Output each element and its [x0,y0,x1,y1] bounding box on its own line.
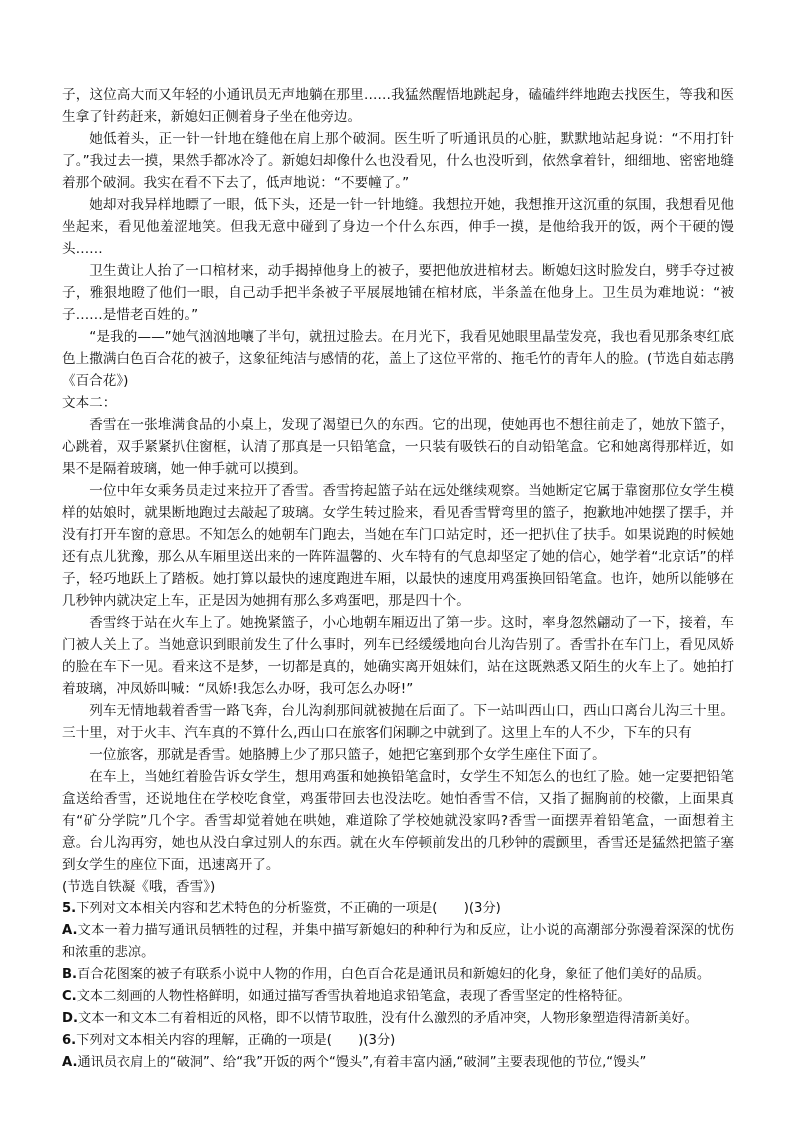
paragraph-5: “是我的——”她气汹汹地嚷了半句，就扭过脸去。在月光下，我看见她眼里晶莹发亮，我也看见那条枣红底色上撒满白色百合花的被子，这象征纯洁与感情的花，盖上了这位平常的、拖毛竹的青年人的脸。(节选自茹志鹃《百合花》) [62,329,734,389]
document-page [62,84,734,1074]
question-number: 6. [62,1033,77,1048]
section-heading-text-two: 文本二： [62,395,117,411]
paragraph-12: 在车上，当她红着脸告诉女学生，想用鸡蛋和她换铅笔盒时，女学生不知怎么的也红了脸。她一定要把铅笔盒送给香雪，还说地住在学校吃食堂，鸡蛋带回去也没法吃。她怕香雪不信，又指了掘胸前的校徽，上面果真有“矿分学院”几个字。香雪却觉着她在哄她，难道除了学校她就没家吗?香雪一面摆弄着铅笔盒，一面想着主意。台儿沟再穷，她也从没白拿过别人的东西。就在火车停顿前发出的几秒钟的震颤里，香雪还是猛然把篮子塞到女学生的座位下面，迅速离开了。 [62,769,734,873]
paragraph-7: 香雪在一张堆满食品的小桌上，发现了渴望已久的东西。它的出现，使她再也不想往前走了，她放下篮子，心跳着，双手紧紧扒住窗框，认清了那真是一只铅笔盒，一只装有吸铁石的自动铅笔盒。它和她离得那样近，如果不是隔着玻璃，她一伸手就可以摸到。 [62,417,734,477]
option-text: 文本一着力描写通讯员牺牲的过程，并集中描写新媳妇的种种行为和反应，让小说的高潮部分弥漫着深深的忧伤和浓重的悲凉。 [62,923,734,960]
option-letter: A. [62,1055,78,1070]
paragraph-4: 卫生黄让人抬了一口棺材来，动手揭掉他身上的被子，要把他放进棺材去。断媳妇这时脸发白，劈手夺过被子，雅狠地瞪了他们一眼，自己动手把半条被子平展展地铺在棺材底，半条盖在他身上。卫生员为难地说：“被子……是惜老百姓的。” [62,263,734,323]
paragraph-1: 子，这位高大而又年轻的小通讯员无声地躺在那里……我猛然醒悟地跳起身，磕磕绊绊地跑去找医生，等我和医生拿了针药赶来，新媳妇正侧着身子坐在他旁边。 [62,87,734,125]
option-text: 文本一和文本二有着相近的风格，即不以情节取胜，没有什么激烈的矛盾冲突，人物形象塑造得清新美好。 [77,1011,698,1026]
question-5-option-a [62,920,734,964]
option-letter: A. [62,923,78,938]
option-text: 通讯员衣肩上的“破洞”、给“我”开饭的两个“馒头”,有着丰富内涵,“破洞”主要表现他的节位,“馒头” [77,1055,647,1070]
option-letter: B. [62,967,78,982]
option-text: 文本二刻画的人物性格鲜明，如通过描写香雪执着地追求铅笔盒，表现了香雪坚定的性格特征。 [76,989,631,1004]
question-6-option-a [62,1052,734,1074]
option-letter: C. [62,989,77,1004]
paragraph-8: 一位中年女乘务员走过来拉开了香雪。香雪挎起篮子站在远处继续观察。当她断定它属于靠窗那位女学生模样的姑娘时，就果断地跑过去敲起了玻璃。女学生转过脸来，看见香雪臂弯里的篮子，抱歉地冲她摆了摆手，并没有打开车窗的意思。不知怎么的她朝车门跑去，当她在车门口站定时，还一把扒住了扶手。如果说跑的时候她还有点儿犹豫，那么从车厢里送出来的一阵阵温馨的、火车特有的气息却坚定了她的信心，她学着“北京话”的样子，轻巧地跃上了踏板。她打算以最快的速度跑进车厢，以最快的速度用鸡蛋换回铅笔盒。也许，她所以能够在几秒钟内就决定上车，正是因为她拥有那么多鸡蛋吧，那是四十个。 [62,483,734,609]
question-5-option-d [62,1008,734,1030]
paragraph-2: 她低着头，正一针一针地在缝他在肩上那个破洞。医生听了听通讯员的心脏，默默地站起身说：“不用打针了。”我过去一摸，果然手都冰冷了。新媳妇却像什么也没看见，什么也没听到，依然拿着针，细细地、密密地缝着那个破洞。我实在看不下去了，低声地说：“不要幢了。” [62,131,734,191]
option-letter: D. [62,1011,78,1026]
paragraph-9: 香雪终于站在火车上了。她挽紧篮子，小心地朝车厢迈出了第一步。这时，率身忽然翩动了一下，接着，车门被人关上了。当她意识到眼前发生了什么事时，列车已经缓缓地向台儿沟告别了。香雪扑在车门上，看见凤娇的脸在车下一见。看来这不是梦，一切都是真的，她确实离开姐妹们，站在这既熟悉又陌生的火车上了。她拍打着玻璃，冲凤娇叫喊：“凤娇!我怎么办呀，我可怎么办呀!” [62,615,734,697]
question-5-option-c [62,986,734,1008]
question-stem: 下列对文本相关内容和艺术特色的分析鉴赏，不正确的一项是( )(3分) [76,901,501,916]
question-number: 5. [62,901,77,916]
question-6 [62,1030,734,1052]
question-5 [62,898,734,920]
question-5-option-b [62,964,734,986]
source-citation: (节选自铁凝《哦，香雪》) [62,879,216,895]
option-text: 百合花图案的被子有联系小说中人物的作用，白色百合花是通讯员和新媳妇的化身，象征了他们美好的品质。 [77,967,711,982]
question-stem: 下列对文本相关内容的理解，正确的一项是( )(3分) [76,1033,396,1048]
paragraph-10: 列车无情地载着香雪一路飞奔，台儿沟刹那间就被抛在后面了。下一站叫西山口，西山口离台儿沟三十里。三十里，对于火丰、汽车真的不算什么,西山口在旅客们闲聊之中就到了。这里上车的人不少，下车的只有 [62,703,734,741]
paragraph-11: 一位旅客，那就是香雪。她胳膊上少了那只篮子，她把它塞到那个女学生座住下面了。 [89,747,606,763]
paragraph-3: 她却对我异样地瞟了一眼，低下头，还是一针一针地缝。我想拉开她，我想推开这沉重的氛围，我想看见他坐起来，看见他羞涩地笑。但我无意中碰到了身边一个什么东西，伸手一摸，是他给我开的饭，两个干硬的馒头…… [62,197,734,257]
